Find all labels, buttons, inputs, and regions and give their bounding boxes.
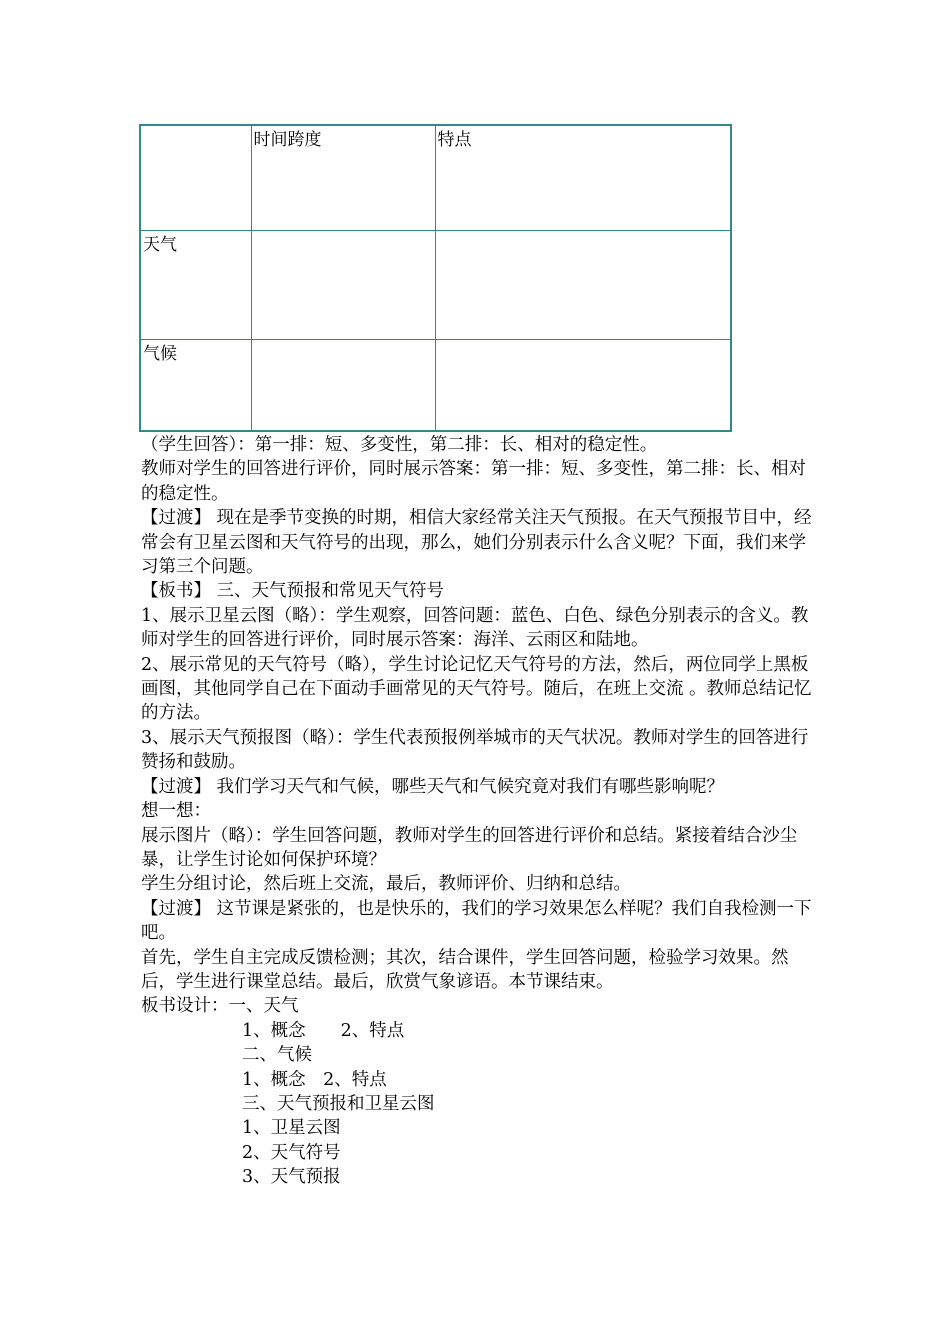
table-row-label: 天气	[140, 231, 251, 340]
table-row-label: 气候	[140, 340, 251, 432]
paragraph: 展示图片（略）：学生回答问题，教师对学生的回答进行评价和总结。紧接着结合沙尘暴，让学生讨论如何保护环境？	[141, 825, 798, 870]
paragraph: 【过渡】 我们学习天气和气候，哪些天气和气候究竟对我们有哪些影响呢？	[141, 776, 725, 797]
lesson-body	[141, 433, 813, 1190]
paragraph: （学生回答）：第一排：短、多变性，第二排：长、相对的稳定性。	[141, 435, 658, 455]
paragraph: 想一想：	[141, 801, 211, 822]
table-cell	[435, 231, 731, 340]
paragraph: 【过渡】 这节课是紧张的，也是快乐的，我们的学习效果怎么样呢？我们自我检测一下吧。	[141, 898, 812, 944]
paragraph: 首先，学生自主完成反馈检测；其次，结合课件，学生回答问题，检验学习效果。然后，学生进行课堂总结。最后，欣赏气象谚语。本节课结束。	[141, 947, 789, 992]
table-header-cell: 特点	[435, 125, 731, 231]
table-header-cell: 时间跨度	[251, 125, 435, 231]
board-design-line: 1、卫星云图	[242, 1118, 341, 1139]
weather-climate-table	[139, 124, 732, 432]
paragraph: 【板书】 三、天气预报和常见天气符号	[141, 581, 445, 602]
table-cell	[251, 231, 435, 340]
table-header-cell	[140, 125, 251, 231]
board-design-line: 二、气候	[242, 1045, 312, 1066]
table-cell	[435, 340, 731, 432]
table-cell	[251, 340, 435, 432]
table-header-row	[140, 125, 731, 231]
paragraph: 3、展示天气预报图（略）：学生代表预报例举城市的天气状况。教师对学生的回答进行赞扬和鼓励。	[141, 727, 809, 773]
paragraph: 教师对学生的回答进行评价，同时展示答案：第一排：短、多变性，第二排：长、相对的稳定性。	[141, 459, 806, 504]
paragraph: 【过渡】 现在是季节变换的时期，相信大家经常关注天气预报。在天气预报节目中，经常会有卫星云图和天气符号的出现，那么，她们分别表示什么含义呢？下面，我们来学习第三个问题。	[141, 508, 812, 578]
board-design-line: 3、天气预报	[242, 1167, 341, 1188]
paragraph: 2、展示常见的天气符号（略），学生讨论记忆天气符号的方法，然后，两位同学上黑板画图，其他同学自己在下面动手画常见的天气符号。随后，在班上交流 。教师总结记忆的方法。	[141, 654, 812, 724]
board-design-line: 三、天气预报和卫星云图	[242, 1093, 435, 1114]
board-design-line: 2、天气符号	[242, 1142, 341, 1163]
table-row	[140, 340, 731, 432]
board-design-heading: 板书设计：一、天气	[141, 996, 299, 1017]
paragraph: 1、展示卫星云图（略）：学生观察，回答问题：蓝色、白色、绿色分别表示的含义。教师对学生的回答进行评价，同时展示答案：海洋、云雨区和陆地。	[141, 605, 809, 651]
board-design-line: 1、概念 2、特点	[242, 1020, 405, 1041]
paragraph: 学生分组讨论，然后班上交流，最后，教师评价、归纳和总结。	[141, 874, 631, 895]
table-row	[140, 231, 731, 340]
board-design-line: 1、概念 2、特点	[242, 1069, 387, 1090]
